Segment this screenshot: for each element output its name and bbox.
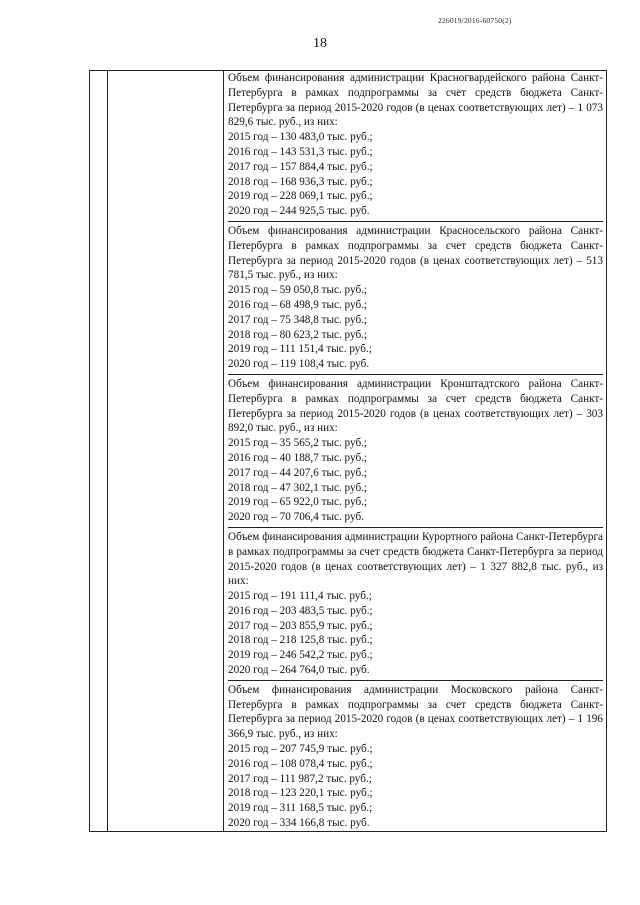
yearly-amounts-list	[228, 283, 603, 372]
yearly-amount-line: 2018 год – 80 623,2 тыс. руб.;	[228, 328, 368, 341]
district-financing-block	[228, 680, 603, 831]
page-number: 18	[313, 36, 327, 51]
yearly-amount-line: 2015 год – 207 745,9 тыс. руб.;	[228, 743, 373, 756]
yearly-amounts-list	[228, 130, 603, 219]
yearly-amount-line: 2015 год – 130 483,0 тыс. руб.;	[228, 131, 373, 144]
yearly-amount-line: 2019 год – 228 069,1 тыс. руб.;	[228, 190, 373, 203]
yearly-amount-line: 2015 год – 59 050,8 тыс. руб.;	[228, 284, 368, 297]
yearly-amount-line: 2019 год – 311 168,5 тыс. руб.;	[228, 802, 373, 815]
yearly-amount-line: 2018 год – 218 125,8 тыс. руб.;	[228, 634, 373, 647]
yearly-amount-line: 2017 год – 44 207,6 тыс. руб.;	[228, 466, 368, 479]
financing-table	[89, 70, 607, 832]
yearly-amount-line: 2016 год – 203 483,5 тыс. руб.;	[228, 604, 373, 617]
yearly-amount-line: 2015 год – 191 111,4 тыс. руб.;	[228, 590, 372, 603]
yearly-amount-line: 2018 год – 123 220,1 тыс. руб.;	[228, 787, 373, 800]
yearly-amount-line: 2020 год – 119 108,4 тыс. руб.	[228, 358, 370, 371]
district-financing-text: Объем финансирования администрации Красносельского района Санкт-Петербурга в рамках подпрограммы за счет средств бюджета Санкт-Петербурга за период 2015-2020 годов (в ценах соответствующих лет) – 513 781,5 тыс. руб., из них:	[228, 224, 603, 282]
yearly-amount-line: 2017 год – 157 884,4 тыс. руб.;	[228, 160, 373, 173]
yearly-amount-line: 2016 год – 108 078,4 тыс. руб.;	[228, 757, 373, 770]
table-row	[90, 71, 607, 832]
yearly-amount-line: 2018 год – 168 936,3 тыс. руб.;	[228, 175, 373, 188]
yearly-amount-line: 2017 год – 203 855,9 тыс. руб.;	[228, 619, 373, 632]
yearly-amount-line: 2020 год – 264 764,0 тыс. руб.	[228, 664, 370, 677]
yearly-amount-line: 2016 год – 40 188,7 тыс. руб.;	[228, 451, 368, 464]
yearly-amount-line: 2020 год – 334 166,8 тыс. руб.	[228, 817, 370, 830]
district-financing-text: Объем финансирования администрации Кронштадтского района Санкт-Петербурга в рамках подпрограммы за счет средств бюджета Санкт-Петербурга за период 2015-2020 годов (в ценах соответствующих лет) – 303 892,0 тыс. руб., из них:	[228, 377, 603, 435]
district-financing-block	[228, 221, 603, 372]
yearly-amount-line: 2019 год – 65 922,0 тыс. руб.;	[228, 496, 368, 509]
district-financing-text: Объем финансирования администрации Московского района Санкт-Петербурга в рамках подпрограммы за счет средств бюджета Санкт-Петербурга за период 2015-2020 годов (в ценах соответствующих лет) – 1 196 366,9 тыс. руб., из них:	[228, 683, 603, 741]
district-financing-text: Объем финансирования администрации Красногвардейского района Санкт-Петербурга в рамках подпрограммы за счет средств бюджета Санкт-Петербурга за период 2015-2020 годов (в ценах соответствующих лет) – 1 073 829,6 тыс. руб., из них:	[228, 72, 603, 129]
empty-column-b	[108, 71, 224, 832]
yearly-amount-line: 2020 год – 244 925,5 тыс. руб.	[228, 205, 370, 218]
empty-column-a	[90, 71, 108, 832]
district-financing-block	[228, 374, 603, 525]
yearly-amounts-list	[228, 436, 603, 525]
district-financing-block	[228, 527, 603, 678]
yearly-amount-line: 2019 год – 246 542,2 тыс. руб.;	[228, 649, 373, 662]
yearly-amount-line: 2020 год – 70 706,4 тыс. руб.	[228, 511, 364, 524]
document-code: 226019/2016-60750(2)	[438, 16, 512, 25]
yearly-amount-line: 2017 год – 75 348,8 тыс. руб.;	[228, 313, 368, 326]
yearly-amount-line: 2018 год – 47 302,1 тыс. руб.;	[228, 481, 368, 494]
yearly-amount-line: 2019 год – 111 151,4 тыс. руб.;	[228, 343, 372, 356]
financing-cell	[224, 71, 607, 832]
financing-blocks	[228, 71, 603, 831]
district-financing-text: Объем финансирования администрации Курортного района Санкт-Петербурга в рамках подпрограммы за счет средств бюджета Санкт-Петербурга за период 2015-2020 годов (в ценах соответствующих лет) – 1 327 882,8 тыс. руб., из них:	[228, 530, 603, 588]
yearly-amount-line: 2017 год – 111 987,2 тыс. руб.;	[228, 772, 372, 785]
yearly-amounts-list	[228, 742, 603, 831]
yearly-amount-line: 2016 год – 68 498,9 тыс. руб.;	[228, 298, 368, 311]
yearly-amount-line: 2016 год – 143 531,3 тыс. руб.;	[228, 145, 373, 158]
district-financing-block	[228, 71, 603, 219]
yearly-amounts-list	[228, 589, 603, 678]
yearly-amount-line: 2015 год – 35 565,2 тыс. руб.;	[228, 437, 368, 450]
